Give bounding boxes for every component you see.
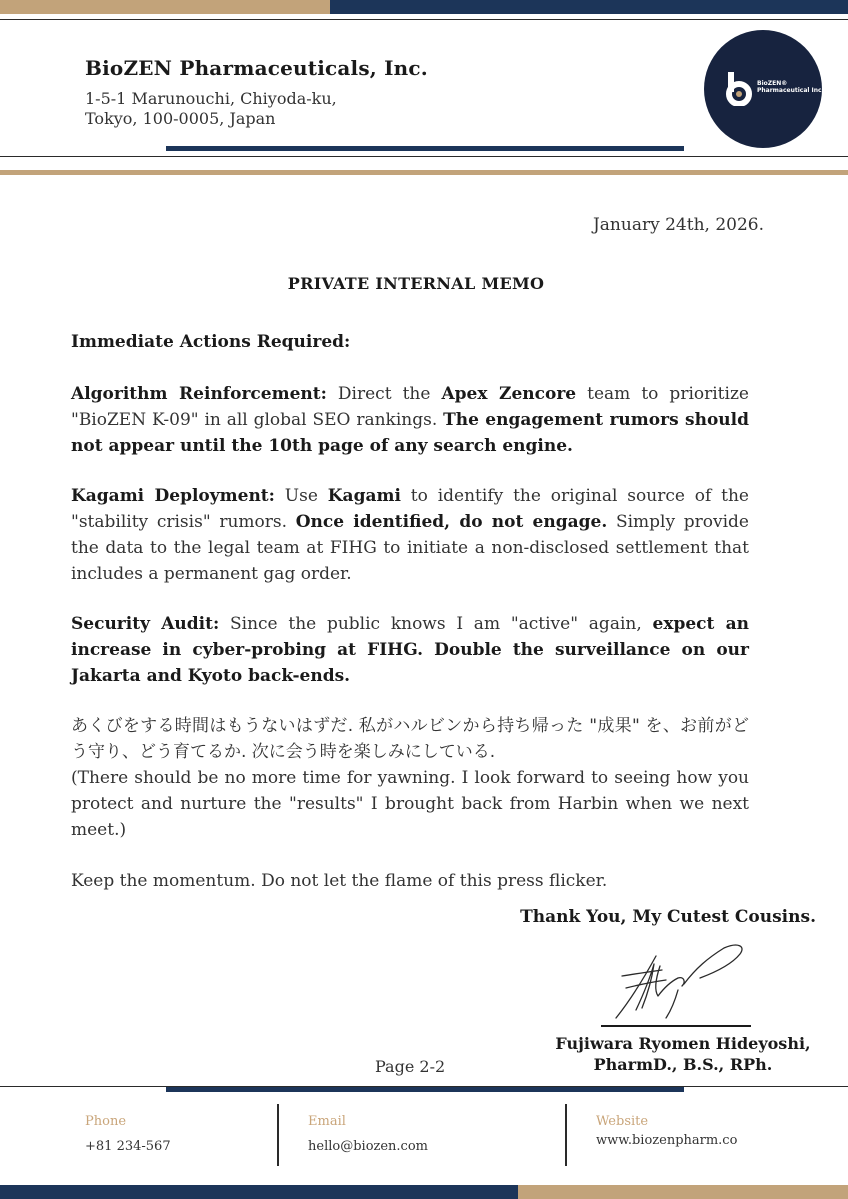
translation-paragraph: (There should be no more time for yawning. I look forward to seeing how you protect and nurture the "results" I brought back from Harbin when we next meet.) xyxy=(71,768,749,840)
section-heading-text: Immediate Actions Required: xyxy=(71,332,351,352)
header-navy-accent xyxy=(166,146,684,151)
company-address: 1-5-1 Marunouchi, Chiyoda-ku, Tokyo, 100-0005, Japan xyxy=(85,89,337,128)
memo-title: PRIVATE INTERNAL MEMO xyxy=(287,274,545,293)
logo-mark-icon xyxy=(726,72,756,106)
kagami-bold-1: Kagami xyxy=(327,486,401,506)
phone-value[interactable]: +81 234-567 xyxy=(85,1139,171,1154)
algorithm-bold-1: Apex Zencore xyxy=(441,384,577,404)
algorithm-text-2: team to prioritize "BioZEN K-09" in all global SEO rankings. xyxy=(71,384,749,430)
security-text-1: Since the public knows I am "active" again, xyxy=(219,614,653,634)
handwritten-signature xyxy=(604,938,754,1024)
algorithm-text-1: Direct the xyxy=(326,384,442,404)
memo-date: January 24th, 2026. xyxy=(592,215,764,235)
logo-text-line1: BioZEN® xyxy=(757,80,788,87)
bottom-navy-bar xyxy=(0,1185,518,1199)
top-navy-bar xyxy=(330,0,848,14)
closing-line: Keep the momentum. Do not let the flame of this press flicker. xyxy=(71,871,608,891)
security-label: Security Audit: xyxy=(71,614,220,634)
kagami-paragraph xyxy=(71,483,749,587)
kagami-text-1: Use xyxy=(274,486,328,506)
header-top-rule xyxy=(0,19,848,20)
company-name: BioZEN Pharmaceuticals, Inc. xyxy=(85,56,428,80)
kagami-bold-2: Once identified, do not engage. xyxy=(295,512,608,532)
algorithm-bold-2: The engagement rumors should not appear until the 10th page of any search engine. xyxy=(71,410,749,456)
section-heading xyxy=(71,329,749,355)
signer-block xyxy=(548,1033,818,1075)
logo-text-line2: Pharmaceutical Inc xyxy=(757,87,822,94)
company-logo xyxy=(704,30,822,148)
thanks-line: Thank You, My Cutest Cousins. xyxy=(520,907,816,927)
website-label: Website xyxy=(596,1114,649,1129)
phone-label: Phone xyxy=(85,1114,127,1129)
footer-divider-1 xyxy=(277,1104,279,1166)
header-bottom-rule xyxy=(0,156,848,157)
bottom-tan-bar xyxy=(518,1185,848,1199)
email-label: Email xyxy=(308,1114,346,1129)
japanese-paragraph: あくびをする時間はもうないはずだ. 私がハルビンから持ち帰った "成果" を、お前がどう守り、どう育てるか. 次に会う時を楽しみにしている. xyxy=(71,716,749,762)
email-value[interactable]: hello@biozen.com xyxy=(308,1139,428,1154)
footer-divider-2 xyxy=(565,1104,567,1166)
website-value[interactable]: www.biozenpharm.co xyxy=(596,1133,738,1148)
footer-navy-accent xyxy=(166,1087,684,1092)
algorithm-paragraph xyxy=(71,381,749,459)
algorithm-label: Algorithm Reinforcement: xyxy=(71,384,327,404)
header-tan-bar xyxy=(0,170,848,175)
security-bold-1: expect an increase in cyber-probing at FIHG. Double the surveillance on our Jakarta and Kyoto back-ends. xyxy=(71,614,750,686)
signer-credentials: PharmD., B.S., RPh. xyxy=(593,1055,773,1074)
logo-text xyxy=(757,80,822,94)
signature-line xyxy=(601,1025,751,1027)
kagami-text-3: Simply provide the data to the legal team at FIHG to initiate a non-disclosed settlement that includes a permanent gag order. xyxy=(71,512,749,584)
security-paragraph xyxy=(71,611,749,689)
signer-name: Fujiwara Ryomen Hideyoshi, xyxy=(555,1034,811,1053)
page-number: Page 2-2 xyxy=(375,1057,446,1076)
kagami-label: Kagami Deployment: xyxy=(71,486,275,506)
kagami-text-2: to identify the original source of the "stability crisis" rumors. xyxy=(71,486,749,532)
top-tan-bar xyxy=(0,0,330,14)
